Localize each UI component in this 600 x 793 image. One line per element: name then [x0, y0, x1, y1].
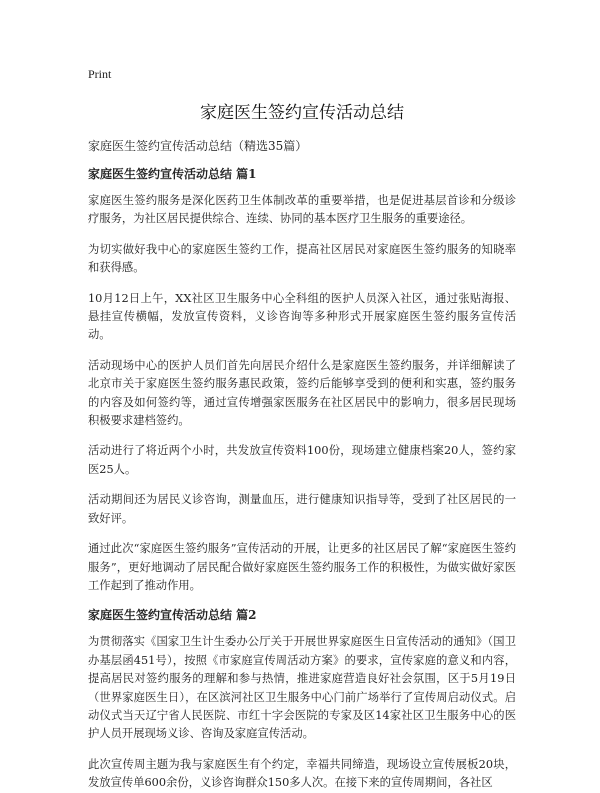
- document-title: 家庭医生签约宣传活动总结: [200, 103, 404, 123]
- print-link[interactable]: Print: [88, 67, 112, 81]
- section-heading-1: 家庭医生签约宣传活动总结 篇1: [88, 167, 257, 181]
- paragraph: 为贯彻落实《国家卫生计生委办公厅关于开展世界家庭医生日宣传活动的通知》（国卫办基层函451号），按照《市家庭宣传周活动方案》的要求，宣传家庭的意义和内容，提高居民对签约服务的理解和参与热情，推进家庭营造良好社会氛围，区于5月19日（世界家庭医生日），在区滨河社区卫生服务中心门前广场举行了宣传周启动仪式。启动仪式当天辽宁省人民医院、市红十字会医院的专家及区14家社区卫生服务中心的医护人员开展现场义诊、咨询及家庭宣传活动。: [88, 635, 516, 741]
- paragraph: 活动进行了将近两个小时，共发放宣传资料100份，现场建立健康档案20人，签约家医25人。: [88, 444, 516, 476]
- paragraph: 家庭医生签约服务是深化医药卫生体制改革的重要举措，也是促进基层首诊和分级诊疗服务，为社区居民提供综合、连续、协同的基本医疗卫生服务的重要途径。: [88, 194, 516, 226]
- document-page: [88, 66, 516, 793]
- document-subtitle: 家庭医生签约宣传活动总结（精选35篇）: [88, 139, 308, 153]
- paragraph: 活动现场中心的医护人员们首先向居民介绍什么是家庭医生签约服务，并详细解读了北京市关于家庭医生签约服务惠民政策，签约后能够享受到的便利和实惠，签约服务的内容及如何签约等，通过宣传增强家医服务在社区居民中的影响力，很多居民现场积极要求建档签约。: [88, 358, 516, 428]
- paragraph: 通过此次“家庭医生签约服务”宣传活动的开展，让更多的社区居民了解“家庭医生签约服务”，更好地调动了居民配合做好家庭医生签约服务工作的积极性，为做实做好家医工作起到了推动作用。: [88, 542, 516, 592]
- section-heading-2: 家庭医生签约宣传活动总结 篇2: [88, 608, 257, 623]
- paragraph: 为切实做好我中心的家庭医生签约工作，提高社区居民对家庭医生签约服务的知晓率和获得感。: [88, 242, 516, 275]
- paragraph: 10月12日上午，XX社区卫生服务中心全科组的医护人员深入社区，通过张贴海报、悬挂宣传横幅，发放宣传资料，义诊咨询等多种形式开展家庭医生签约服务宣传活动。: [88, 291, 516, 342]
- paragraph: 活动期间还为居民义诊咨询，测量血压，进行健康知识指导等，受到了社区居民的一致好评。: [88, 493, 516, 525]
- paragraph: 此次宣传周主题为我与家庭医生有个约定，幸福共同缔造，现场设立宣传展板20块，发放宣传单600余份，义诊咨询群众150多人次。在接下来的宣传周期间，各社区: [88, 757, 516, 790]
